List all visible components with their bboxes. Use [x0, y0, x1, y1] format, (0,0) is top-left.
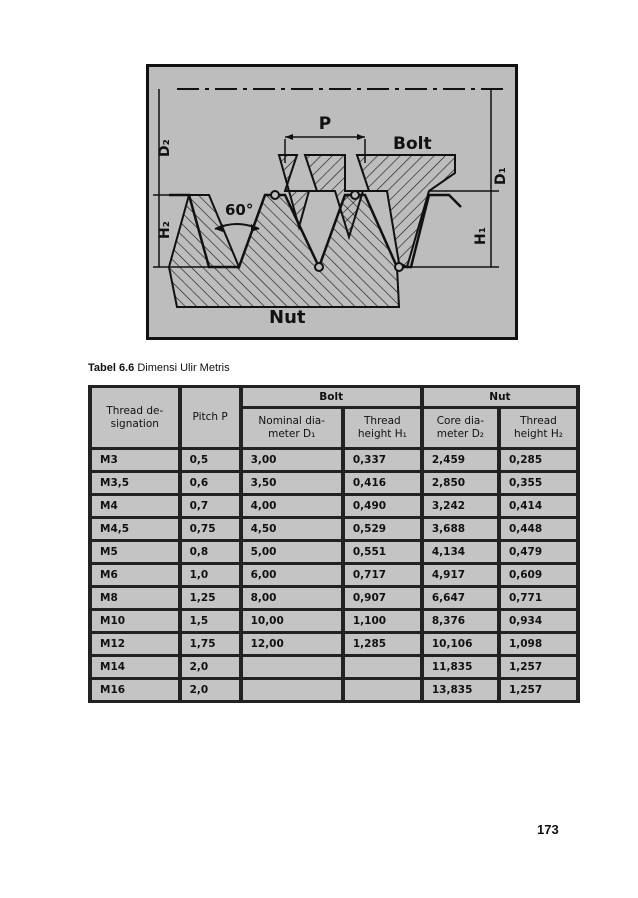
cell-nut-thread-height: 1,257 — [501, 680, 576, 700]
cell-core-diameter: 13,835 — [424, 680, 497, 700]
cell-pitch: 0,5 — [182, 450, 239, 470]
cell-nut-thread-height: 0,934 — [501, 611, 576, 631]
table-row — [92, 634, 576, 654]
cell-designation: M3 — [92, 450, 178, 470]
cell-nominal-diameter: 8,00 — [243, 588, 341, 608]
cell-nut-thread-height: 0,479 — [501, 542, 576, 562]
cell-nut-thread-height: 0,609 — [501, 565, 576, 585]
cell-pitch: 0,75 — [182, 519, 239, 539]
cell-designation: M8 — [92, 588, 178, 608]
thread-profile-figure — [146, 64, 518, 340]
d1-label: D₁ — [493, 167, 509, 185]
cell-designation: M12 — [92, 634, 178, 654]
cell-designation: M16 — [92, 680, 178, 700]
table-row — [92, 450, 576, 470]
header-bolt-group: Bolt — [243, 388, 420, 406]
cell-nut-thread-height: 0,771 — [501, 588, 576, 608]
cell-pitch: 1,0 — [182, 565, 239, 585]
table-row — [92, 496, 576, 516]
angle-label: 60° — [225, 201, 254, 219]
cell-nominal-diameter: 4,00 — [243, 496, 341, 516]
cell-core-diameter: 11,835 — [424, 657, 497, 677]
thread-profile-drawing — [149, 67, 515, 337]
header-pitch: Pitch P — [182, 388, 239, 447]
cell-nut-thread-height: 1,257 — [501, 657, 576, 677]
cell-pitch: 1,75 — [182, 634, 239, 654]
cell-bolt-thread-height: 1,285 — [345, 634, 420, 654]
cell-core-diameter: 6,647 — [424, 588, 497, 608]
table-caption — [88, 362, 230, 374]
cell-bolt-thread-height: 0,337 — [345, 450, 420, 470]
table-row — [92, 542, 576, 562]
cell-bolt-thread-height: 0,907 — [345, 588, 420, 608]
bolt-label: Bolt — [393, 134, 432, 154]
cell-nominal-diameter — [243, 680, 341, 700]
table-row — [92, 680, 576, 700]
cell-nominal-diameter: 4,50 — [243, 519, 341, 539]
cell-pitch: 0,7 — [182, 496, 239, 516]
header-core-diameter: Core dia- meter D₂ — [424, 409, 497, 447]
cell-nut-thread-height: 0,414 — [501, 496, 576, 516]
cell-pitch: 0,8 — [182, 542, 239, 562]
table-body — [92, 450, 576, 700]
table-row — [92, 565, 576, 585]
cell-designation: M6 — [92, 565, 178, 585]
table-row — [92, 473, 576, 493]
cell-core-diameter: 4,134 — [424, 542, 497, 562]
cell-core-diameter: 3,688 — [424, 519, 497, 539]
cell-pitch: 1,25 — [182, 588, 239, 608]
cell-nominal-diameter: 6,00 — [243, 565, 341, 585]
cell-bolt-thread-height: 0,416 — [345, 473, 420, 493]
cell-core-diameter: 10,106 — [424, 634, 497, 654]
cell-bolt-thread-height: 0,529 — [345, 519, 420, 539]
caption-label: Tabel 6.6 — [88, 362, 135, 374]
cell-core-diameter: 3,242 — [424, 496, 497, 516]
cell-nominal-diameter: 10,00 — [243, 611, 341, 631]
cell-nominal-diameter: 3,00 — [243, 450, 341, 470]
cell-nominal-diameter: 3,50 — [243, 473, 341, 493]
d2-label: D₂ — [157, 139, 173, 157]
metric-thread-table — [88, 385, 580, 703]
page-number: 173 — [537, 822, 559, 837]
cell-nut-thread-height: 1,098 — [501, 634, 576, 654]
cell-designation: M4 — [92, 496, 178, 516]
cell-designation: M14 — [92, 657, 178, 677]
cell-designation: M5 — [92, 542, 178, 562]
header-nut-group: Nut — [424, 388, 576, 406]
pitch-label: P — [318, 114, 332, 134]
cell-bolt-thread-height: 0,490 — [345, 496, 420, 516]
cell-core-diameter: 8,376 — [424, 611, 497, 631]
cell-designation: M4,5 — [92, 519, 178, 539]
table-row — [92, 611, 576, 631]
cell-core-diameter: 4,917 — [424, 565, 497, 585]
cell-nut-thread-height: 0,355 — [501, 473, 576, 493]
cell-nut-thread-height: 0,285 — [501, 450, 576, 470]
cell-bolt-thread-height: 0,717 — [345, 565, 420, 585]
cell-bolt-thread-height: 1,100 — [345, 611, 420, 631]
cell-designation: M3,5 — [92, 473, 178, 493]
cell-pitch: 2,0 — [182, 680, 239, 700]
table-row — [92, 519, 576, 539]
cell-designation: M10 — [92, 611, 178, 631]
cell-bolt-thread-height — [345, 680, 420, 700]
table-row — [92, 657, 576, 677]
header-nut-thread-height: Thread height H₂ — [501, 409, 576, 447]
table-row — [92, 588, 576, 608]
header-nominal-diameter: Nominal dia- meter D₁ — [243, 409, 341, 447]
cell-nut-thread-height: 0,448 — [501, 519, 576, 539]
cell-pitch: 1,5 — [182, 611, 239, 631]
dimensions-table — [88, 385, 580, 703]
cell-nominal-diameter: 12,00 — [243, 634, 341, 654]
cell-bolt-thread-height — [345, 657, 420, 677]
h1-label: H₁ — [473, 227, 489, 245]
cell-pitch: 2,0 — [182, 657, 239, 677]
header-designation: Thread de- signation — [92, 388, 178, 447]
caption-text: Dimensi Ulir Metris — [137, 362, 230, 374]
cell-core-diameter: 2,850 — [424, 473, 497, 493]
cell-nominal-diameter — [243, 657, 341, 677]
nut-label: Nut — [269, 307, 306, 328]
cell-pitch: 0,6 — [182, 473, 239, 493]
h2-label: H₂ — [157, 221, 173, 239]
header-bolt-thread-height: Thread height H₁ — [345, 409, 420, 447]
cell-core-diameter: 2,459 — [424, 450, 497, 470]
cell-nominal-diameter: 5,00 — [243, 542, 341, 562]
cell-bolt-thread-height: 0,551 — [345, 542, 420, 562]
